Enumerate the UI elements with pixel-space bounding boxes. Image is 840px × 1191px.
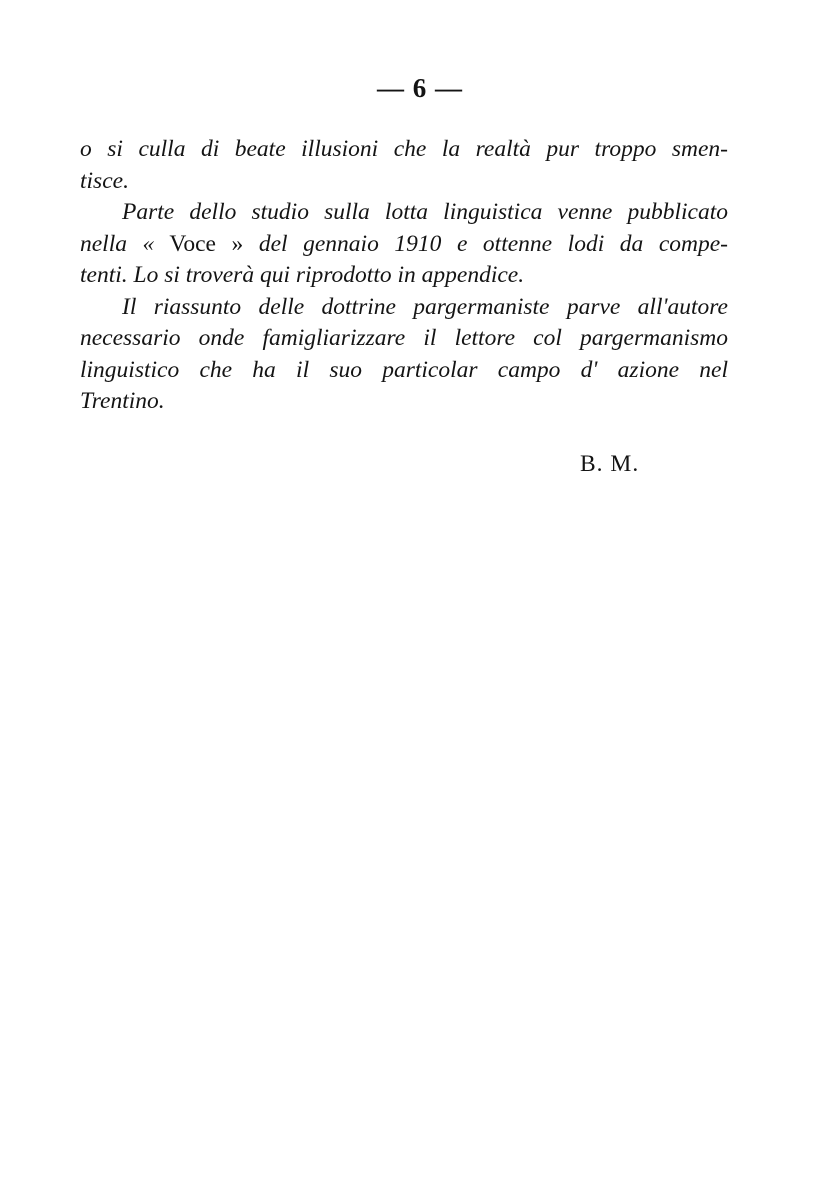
text-fragment: nella « bbox=[80, 230, 155, 257]
text-line: linguistico che ha il suo particolar campo d' azione nel bbox=[80, 356, 728, 383]
text-fragment: del gennaio 1910 e ottenne lodi da compe- bbox=[258, 230, 728, 257]
text-line: necessario onde famigliarizzare il lettore col pargermanismo bbox=[80, 325, 728, 351]
text-line: Trentino. bbox=[80, 388, 165, 414]
text-line bbox=[80, 229, 728, 261]
signature: B. M. bbox=[580, 451, 640, 477]
text-line: Parte dello studio sulla lotta linguistica venne pubblicato bbox=[122, 199, 728, 225]
voce-title: Voce » bbox=[154, 230, 259, 257]
body-text bbox=[80, 134, 728, 418]
page-number: — 6 — bbox=[377, 73, 463, 103]
text-line: Il riassunto delle dottrine pargermaniste parve all'autore bbox=[122, 293, 728, 320]
text-line: tenti. Lo si troverà qui riprodotto in appendice. bbox=[80, 262, 525, 288]
text-line: tisce. bbox=[80, 167, 129, 194]
text-line: o si culla di beate illusioni che la realtà pur troppo smen- bbox=[80, 136, 728, 162]
